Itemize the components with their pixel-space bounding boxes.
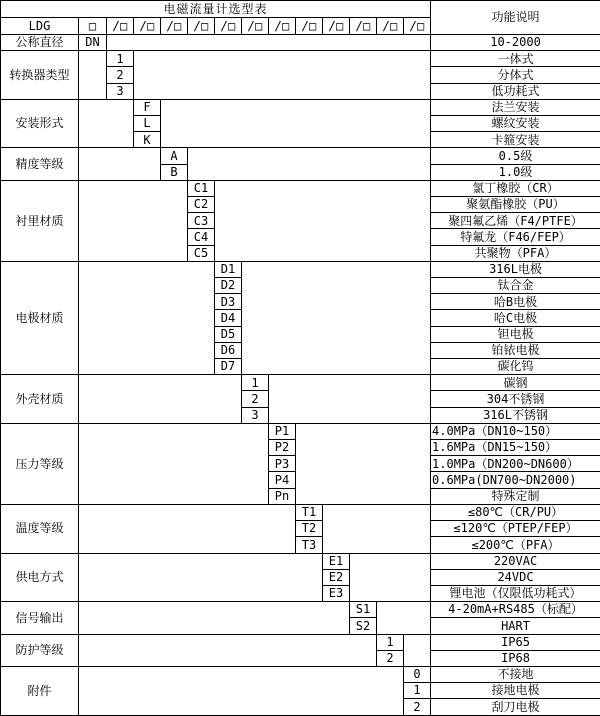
spacer-cell (79, 261, 215, 374)
option-code: C5 (188, 245, 215, 261)
option-desc: 共聚物（PFA） (431, 245, 600, 261)
option-code: T1 (296, 504, 323, 520)
model-code-slot: /□ (107, 18, 134, 35)
spacer-cell (188, 148, 431, 180)
option-desc: 一体式 (431, 51, 600, 67)
spacer-cell (79, 634, 377, 666)
option-desc: ≤120℃（PTEP/FEP） (431, 521, 600, 537)
spacer-cell (79, 375, 242, 424)
option-desc: ≤80℃（CR/PU） (431, 504, 600, 520)
option-code: 1 (107, 51, 134, 67)
spacer-cell (79, 180, 188, 261)
function-column-header: 功能说明 (431, 1, 600, 35)
option-desc: 特氟龙（F46/FEP） (431, 229, 600, 245)
category-label: 外壳材质 (1, 375, 79, 424)
category-label: 公称直径 (1, 35, 79, 51)
option-code: Pn (269, 488, 296, 504)
option-desc: 氯丁橡胶（CR） (431, 180, 600, 196)
option-desc: 锂电池（仅限低功耗式） (431, 585, 600, 601)
option-desc: 24VDC (431, 569, 600, 585)
category-label: 供电方式 (1, 553, 79, 602)
option-code: P1 (269, 423, 296, 439)
option-desc: 220VAC (431, 553, 600, 569)
option-desc: 316L不锈钢 (431, 407, 600, 423)
option-desc: 接地电极 (431, 683, 600, 699)
model-code-slot: /□ (404, 18, 431, 35)
option-desc: 0.5级 (431, 148, 600, 164)
spacer-cell (404, 634, 431, 666)
option-code: K (134, 132, 161, 148)
model-code-slot: /□ (350, 18, 377, 35)
option-code: 3 (242, 407, 269, 423)
category-label: 衬里材质 (1, 180, 79, 261)
option-desc: 钽电极 (431, 326, 600, 342)
option-code: D7 (215, 359, 242, 375)
model-code-box: □ (79, 18, 107, 35)
spacer-cell (107, 35, 431, 51)
model-code-slot: /□ (242, 18, 269, 35)
option-code: E2 (323, 569, 350, 585)
option-desc: 316L电极 (431, 261, 600, 277)
option-desc: 刮刀电极 (431, 699, 600, 716)
option-desc: 特殊定制 (431, 488, 600, 504)
option-desc: 低功耗式 (431, 83, 600, 99)
option-desc: 螺纹安装 (431, 116, 600, 132)
option-code: C2 (188, 197, 215, 213)
spacer-cell (323, 504, 431, 553)
model-code-slot: /□ (269, 18, 296, 35)
category-label: 附件 (1, 666, 79, 715)
spacer-cell (296, 423, 431, 504)
option-code: E3 (323, 585, 350, 601)
option-code: F (134, 99, 161, 115)
spacer-cell (79, 504, 296, 553)
spacer-cell (79, 666, 404, 715)
option-desc: 4-20mA+RS485（标配） (431, 602, 600, 618)
option-desc: IP68 (431, 650, 600, 666)
category-label: 安装形式 (1, 99, 79, 148)
category-label: 压力等级 (1, 423, 79, 504)
table-title: 电磁流量计选型表 (1, 1, 431, 18)
model-code-slot: /□ (188, 18, 215, 35)
option-code: P3 (269, 456, 296, 472)
option-code: E1 (323, 553, 350, 569)
option-desc: ≤200℃（PFA） (431, 537, 600, 553)
option-code: B (161, 164, 188, 180)
option-code: C3 (188, 213, 215, 229)
option-code: 0 (404, 666, 431, 682)
model-code-slot: /□ (377, 18, 404, 35)
option-code: D4 (215, 310, 242, 326)
option-code: 1 (377, 634, 404, 650)
option-code: L (134, 116, 161, 132)
model-code-slot: /□ (296, 18, 323, 35)
option-desc: 聚氨酯橡胶（PU） (431, 197, 600, 213)
option-desc: 碳化钨 (431, 359, 600, 375)
option-desc: 碳钢 (431, 375, 600, 391)
category-label: 防护等级 (1, 634, 79, 666)
spacer-cell (79, 99, 134, 148)
option-desc: 0.6MPa(DN700~DN2000) (431, 472, 600, 488)
option-desc: 1.6MPa（DN15~150） (431, 440, 600, 456)
option-code: T3 (296, 537, 323, 553)
option-desc: 哈B电极 (431, 294, 600, 310)
option-code: A (161, 148, 188, 164)
option-code: D1 (215, 261, 242, 277)
model-code-slot: /□ (134, 18, 161, 35)
option-desc: 1.0级 (431, 164, 600, 180)
model-prefix: LDG (1, 18, 79, 35)
option-desc: 4.0MPa（DN10~150） (431, 423, 600, 439)
category-label: 温度等级 (1, 504, 79, 553)
option-code: C4 (188, 229, 215, 245)
spacer-cell (79, 51, 107, 100)
option-code: 2 (404, 699, 431, 716)
option-desc: 分体式 (431, 67, 600, 83)
spacer-cell (377, 602, 431, 634)
option-desc: 304不锈钢 (431, 391, 600, 407)
spacer-cell (215, 180, 431, 261)
spacer-cell (134, 51, 431, 100)
option-code: C1 (188, 180, 215, 196)
option-desc: 法兰安装 (431, 99, 600, 115)
option-code: P2 (269, 440, 296, 456)
option-desc: 10-2000 (431, 35, 600, 51)
option-code: D3 (215, 294, 242, 310)
option-code: S1 (350, 602, 377, 618)
model-code-slot: /□ (323, 18, 350, 35)
option-code: 2 (242, 391, 269, 407)
option-code: 1 (242, 375, 269, 391)
option-code: D5 (215, 326, 242, 342)
option-desc: 铂铱电极 (431, 342, 600, 358)
option-code: DN (79, 35, 107, 51)
category-label: 转换器类型 (1, 51, 79, 100)
option-code: 1 (404, 683, 431, 699)
category-label: 信号输出 (1, 602, 79, 634)
option-desc: 1.0MPa（DN200~DN600） (431, 456, 600, 472)
spacer-cell (79, 423, 269, 504)
option-desc: 哈C电极 (431, 310, 600, 326)
spacer-cell (350, 553, 431, 602)
option-code: 3 (107, 83, 134, 99)
spacer-cell (79, 148, 161, 180)
model-code-slot: /□ (161, 18, 188, 35)
option-desc: HART (431, 618, 600, 634)
option-desc: 钛合金 (431, 278, 600, 294)
option-code: D6 (215, 342, 242, 358)
option-desc: 卡箍安装 (431, 132, 600, 148)
spacer-cell (79, 553, 323, 602)
option-code: P4 (269, 472, 296, 488)
spacer-cell (161, 99, 431, 148)
option-code: T2 (296, 521, 323, 537)
option-desc: 聚四氟乙烯（F4/PTFE） (431, 213, 600, 229)
option-desc: 不接地 (431, 666, 600, 682)
option-code: S2 (350, 618, 377, 634)
option-code: 2 (107, 67, 134, 83)
option-code: D2 (215, 278, 242, 294)
option-desc: IP65 (431, 634, 600, 650)
category-label: 电极材质 (1, 261, 79, 374)
model-code-slot: /□ (215, 18, 242, 35)
spacer-cell (79, 602, 350, 634)
option-code: 2 (377, 650, 404, 666)
category-label: 精度等级 (1, 148, 79, 180)
spacer-cell (269, 375, 431, 424)
spacer-cell (242, 261, 431, 374)
